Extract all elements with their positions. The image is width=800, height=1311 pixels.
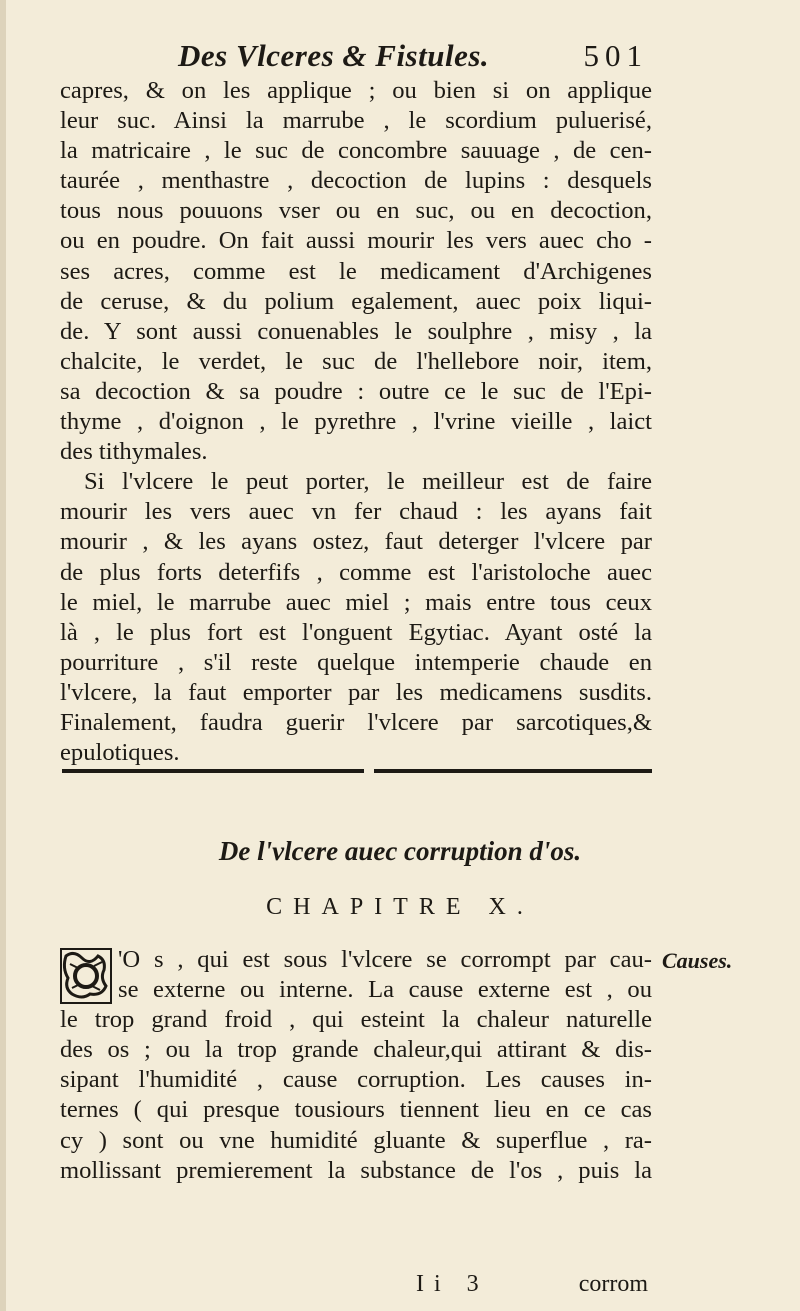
- catchword: corrom: [578, 1271, 648, 1297]
- text-line: capres, & on les applique ; ou bien si on applique: [60, 77, 652, 104]
- text-line: là , le plus fort est l'onguent Egytiac. Ayant osté la: [60, 618, 652, 646]
- text-line: cy ) sont ou vne humidité gluante & superflue , ra-: [60, 1126, 652, 1154]
- text-line: mourir , & les ayans ostez, faut deterger l'vlcere par: [60, 528, 652, 556]
- text-line: le trop grand froid , qui esteint la chaleur naturelle: [60, 1006, 652, 1034]
- text-block-chapter: [60, 945, 652, 1186]
- text-line: pourriture , s'il reste quelque intemperie chaude en: [60, 648, 652, 676]
- text-line: des os ; ou la trop grande chaleur,qui attirant & dis-: [60, 1036, 652, 1064]
- text-line: thyme , d'oignon , le pyrethre , l'vrine vieille , laict: [60, 408, 652, 436]
- text-line: la matricaire , le suc de concombre sauuage , de cen-: [60, 137, 652, 165]
- chapter-heading: CHAPITRE X.: [266, 894, 534, 920]
- text-line: Si l'vlcere le peut porter, le meilleur est de faire: [84, 468, 652, 496]
- page-header: [60, 34, 652, 82]
- section-divider: [62, 769, 652, 774]
- text-line: ou en poudre. On fait aussi mourir les vers auec cho -: [60, 227, 652, 255]
- text-line: leur suc. Ainsi la marrube , le scordium puluerisé,: [60, 107, 652, 135]
- text-line: de plus forts deterfifs , comme est l'aristoloche auec: [60, 558, 652, 586]
- text-line: le miel, le marrube auec miel ; mais entre tous ceux: [60, 588, 652, 616]
- text-line: chalcite, le verdet, le suc de l'hellebore noir, item,: [60, 347, 652, 375]
- margin-note: Causes.: [662, 948, 733, 973]
- running-title: Des Vlceres & Fistules.: [178, 38, 490, 73]
- text-line: se externe ou interne. La cause externe est , ou: [118, 976, 652, 1004]
- text-line: sa decoction & sa poudre : outre ce le suc de l'Epi-: [60, 377, 652, 405]
- text-line: 'O s , qui est sous l'vlcere se corrompt par cau-: [118, 946, 652, 973]
- text-line: taurée , menthastre , decoction de lupins : desquels: [60, 167, 652, 195]
- text-line: des tithymales.: [60, 438, 208, 466]
- text-line: de ceruse, & du polium egalement, auec poix liqui-: [60, 287, 652, 315]
- text-line: tous nous pouuons vser ou en suc, ou en decoction,: [60, 197, 652, 225]
- text-line: Finalement, faudra guerir l'vlcere par sarcotiques,&: [60, 708, 652, 736]
- page-footer: [60, 1271, 652, 1303]
- text-line: mourir les vers auec vn fer chaud : les ayans fait: [60, 498, 652, 526]
- signature-mark: Ii 3: [416, 1271, 489, 1297]
- text-line: de. Y sont aussi conuenables le soulphre , misy , la: [60, 317, 652, 345]
- text-line: ses acres, comme est le medicament d'Archigenes: [60, 257, 652, 285]
- page-number: 501: [583, 38, 648, 73]
- text-line: epulotiques.: [60, 739, 180, 767]
- text-line: l'vlcere, la faut emporter par les medicamens susdits.: [60, 678, 652, 706]
- section-title: De l'vlcere auec corruption d'os.: [218, 836, 582, 866]
- text-line: ternes ( qui presque tousiours tiennent lieu en ce cas: [60, 1096, 652, 1124]
- text-line: mollissant premierement la substance de l'os , puis la: [60, 1156, 652, 1184]
- page-edge: [0, 0, 6, 1311]
- text-block-main: [60, 76, 652, 768]
- text-line: sipant l'humidité , cause corruption. Les causes in-: [60, 1066, 652, 1094]
